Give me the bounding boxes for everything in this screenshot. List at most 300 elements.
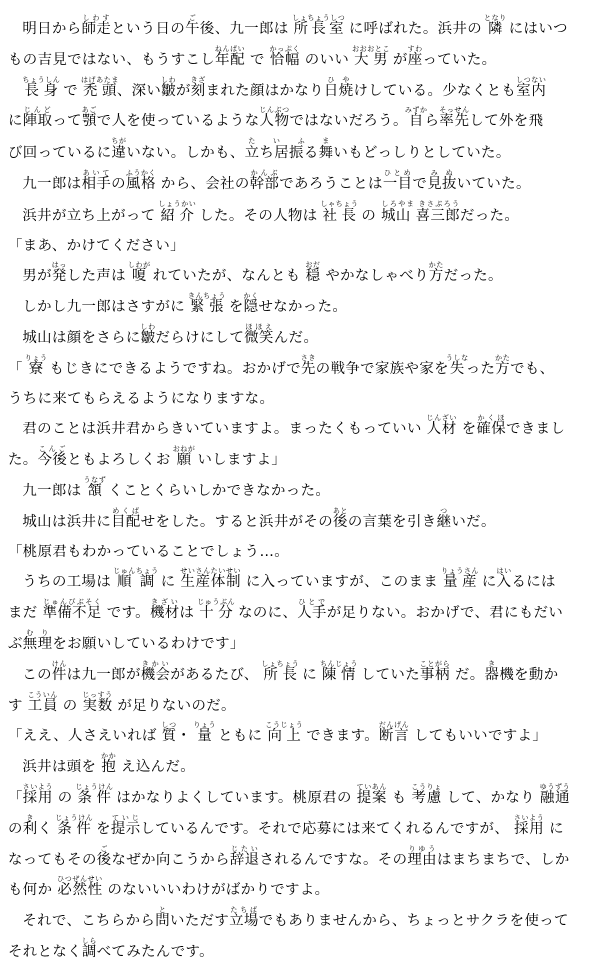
ruby-word: 陳情ちんじょう xyxy=(319,659,358,683)
text-line xyxy=(8,783,601,814)
text-run: 、深い xyxy=(116,82,162,99)
furigana: せいさんたいせい xyxy=(180,567,242,576)
text-run: にはいつ xyxy=(503,21,568,37)
furigana: おねが xyxy=(172,445,196,454)
ruby-word: 座すわ xyxy=(407,44,423,68)
ruby-word: 後あと xyxy=(332,506,349,530)
ruby-word: 相手あいて xyxy=(81,168,112,192)
ruby-word: 理由りゆう xyxy=(407,844,437,868)
text-line xyxy=(8,45,601,76)
text-run: す xyxy=(8,697,28,714)
text-run: ともよろしくお xyxy=(67,452,176,469)
text-run: 「桃原君もわかっていることでしょう…。 xyxy=(8,543,290,560)
furigana: じんど xyxy=(22,106,53,115)
furigana: りょう xyxy=(24,353,48,362)
text-run: して、かなり xyxy=(441,789,540,806)
text-run: があるたび、 xyxy=(170,666,264,683)
ruby-word: 採用さいよう xyxy=(22,782,53,806)
ruby-word: 失うしな xyxy=(445,353,469,377)
furigana: ご xyxy=(185,14,200,22)
furigana: となり xyxy=(483,14,507,22)
furigana: しつない xyxy=(516,75,547,84)
furigana: かか xyxy=(101,752,117,761)
ruby-word: 融通ゆうずう xyxy=(539,782,571,806)
text-line xyxy=(8,14,601,45)
furigana: みずか xyxy=(404,106,428,115)
text-run: の xyxy=(52,789,78,806)
furigana: おおおとこ xyxy=(352,44,391,53)
ruby-word: 方かた xyxy=(495,353,511,377)
text-run: が足りない。おかげで、君にもだい xyxy=(326,605,564,622)
ruby-word: 師走しわす xyxy=(81,14,112,37)
ruby-word: 所長しょちょう xyxy=(261,659,300,683)
text-run: を xyxy=(456,421,477,438)
furigana: あご xyxy=(81,106,97,115)
text-run: ら xyxy=(424,113,440,130)
furigana: けん xyxy=(51,659,67,668)
text-run: せをした。すると浜井がその xyxy=(140,513,334,530)
text-line xyxy=(8,106,601,137)
ruby-word: 微笑ほほえ xyxy=(244,322,274,346)
furigana: かくほ xyxy=(476,414,507,423)
text-run: なぜか向こうから xyxy=(111,851,230,868)
furigana: じたい xyxy=(229,844,260,853)
ruby-word: 利き xyxy=(22,813,38,837)
ruby-word: 量産りょうさん xyxy=(441,567,480,591)
ruby-word: 立場たちば xyxy=(229,906,259,930)
text-line xyxy=(8,845,601,876)
ruby-word: 十分じゅうぶん xyxy=(197,598,236,622)
text-run: しているんです。それで応募には来てくれるんですが、 xyxy=(140,820,515,837)
furigana: かんぶ xyxy=(249,168,280,177)
text-run: でも、 xyxy=(510,360,555,377)
text-run: の xyxy=(356,207,382,224)
text-run: 「まあ、かけてください」 xyxy=(8,237,185,254)
text-line xyxy=(8,906,601,937)
text-run: 「 xyxy=(8,789,23,806)
text-run: です。 xyxy=(101,605,150,622)
text-run: なってもその xyxy=(8,851,97,868)
ruby-word: 年配ねんぱい xyxy=(214,44,246,68)
furigana: つ xyxy=(436,506,452,515)
furigana: かっぷく xyxy=(269,44,301,53)
furigana: きんちょう xyxy=(187,292,226,301)
text-run: していた xyxy=(355,666,420,683)
ruby-word: 社長しゃちょう xyxy=(320,199,359,224)
furigana: しょちょう xyxy=(261,659,300,668)
text-run: ばれた。浜井の xyxy=(378,21,487,37)
text-run: に入っていますが、このまま xyxy=(240,574,444,591)
furigana: ちが xyxy=(111,137,127,146)
ruby-word: 発はっ xyxy=(51,261,67,285)
ruby-word: 断言だんげん xyxy=(378,721,410,745)
text-run: やかなしゃべり xyxy=(320,268,429,285)
text-line xyxy=(8,385,601,415)
ruby-word: 採用さいよう xyxy=(513,813,545,837)
furigana: こうじょう xyxy=(265,721,304,730)
text-run: ではないだろう。 xyxy=(289,113,408,130)
ruby-word: 違ちが xyxy=(111,137,127,162)
ruby-word: 抱かか xyxy=(101,752,117,776)
text-run: しかし九一郎はさすがに xyxy=(22,299,191,316)
furigana: そっせん xyxy=(439,106,470,115)
text-run: で xyxy=(58,82,84,99)
text-line xyxy=(8,200,601,232)
furigana: ひや xyxy=(323,75,354,84)
text-run: けしている。少なくとも xyxy=(353,82,517,99)
text-line xyxy=(8,598,601,629)
furigana: だんげん xyxy=(378,721,410,730)
text-run: で xyxy=(245,51,270,68)
text-run: ぶ xyxy=(8,635,23,652)
ruby-word: 人材じんざい xyxy=(426,414,457,438)
ruby-word: 城山 喜三郎しろやま きさぶろう xyxy=(381,199,461,224)
furigana: はっ xyxy=(51,261,67,270)
text-run: んだ。 xyxy=(273,329,319,346)
furigana: かた xyxy=(428,261,444,270)
text-run: べてみたんです。 xyxy=(96,943,214,960)
ruby-word: 隣となり xyxy=(483,14,507,37)
ruby-word: 今後こんご xyxy=(37,445,68,469)
ruby-word: 後ご xyxy=(96,844,112,868)
ruby-word: 所長室しょちょうしつ xyxy=(292,14,346,37)
ruby-word: 考慮こうりょ xyxy=(411,782,442,806)
furigana: ひとで xyxy=(297,598,327,607)
text-run: という日の xyxy=(111,21,186,37)
furigana: じっすう xyxy=(82,690,113,699)
ruby-word: 量りょう xyxy=(193,721,217,745)
text-run: 男が xyxy=(22,268,52,285)
text-run: の xyxy=(111,175,126,192)
ruby-word: 事柄ことがら xyxy=(419,659,451,683)
ruby-word: 寮りょう xyxy=(24,353,48,377)
text-run: できます。 xyxy=(301,728,380,745)
furigana: き xyxy=(484,659,500,668)
text-line xyxy=(8,721,601,752)
text-line xyxy=(8,629,601,660)
text-run: った xyxy=(465,360,496,377)
text-run: なのに、 xyxy=(233,605,298,622)
furigana: ほほえ xyxy=(244,322,274,331)
text-line xyxy=(8,875,601,906)
text-run: が足りないのだ。 xyxy=(112,697,236,714)
ruby-word: 率先そっせん xyxy=(439,106,470,130)
ruby-word: 刻きざ xyxy=(190,75,206,99)
text-run: もの吉見ではない、もうすこし xyxy=(8,51,216,68)
furigana: はい xyxy=(496,567,512,576)
furigana: しわ xyxy=(161,75,177,84)
furigana: じんざい xyxy=(426,414,457,423)
ruby-word: 提示ていじ xyxy=(110,813,141,837)
furigana: ふうかく xyxy=(125,168,157,177)
text-run: の言葉を引き xyxy=(347,513,437,530)
furigana: りょう xyxy=(193,721,217,730)
text-run: が xyxy=(176,82,191,99)
ruby-word: 先さき xyxy=(300,353,316,377)
ruby-word: 日焼ひや xyxy=(323,75,354,99)
furigana: うしな xyxy=(445,353,469,362)
text-run: うちに来てもらえるようになりますな。 xyxy=(8,390,275,407)
text-run: それで、こちらから xyxy=(22,913,156,930)
furigana: さいよう xyxy=(513,813,545,822)
ruby-word: 順調じゅんちょう xyxy=(113,567,159,591)
furigana: ご xyxy=(96,844,112,853)
text-run: でもありませんから、ちょっとサクラを使って xyxy=(258,913,569,930)
text-run: も何か xyxy=(8,882,58,899)
furigana: ちょうしん xyxy=(22,75,61,84)
furigana: たちば xyxy=(229,906,259,915)
text-line xyxy=(8,660,601,691)
text-run: び回っているに xyxy=(8,145,112,162)
furigana: りょうさん xyxy=(441,567,480,576)
text-line xyxy=(8,292,601,323)
ruby-word: 立ち居振る舞た い ふ ま xyxy=(244,137,334,162)
text-line xyxy=(8,476,601,507)
text-line xyxy=(8,323,601,354)
text-run: できまし xyxy=(506,421,566,438)
ruby-word: 長身ちょうしん xyxy=(22,75,61,99)
ruby-word: 必然性ひつぜんせい xyxy=(57,875,103,899)
text-line xyxy=(8,567,601,598)
text-line xyxy=(8,169,601,200)
ruby-word: 辞退じたい xyxy=(229,844,260,868)
ruby-word: 恰幅かっぷく xyxy=(269,44,301,68)
furigana: きざ xyxy=(190,75,206,84)
text-line xyxy=(8,414,601,445)
text-run: に xyxy=(297,666,323,683)
ruby-word: 大男おおおとこ xyxy=(352,44,391,68)
ruby-word: 皺しわ xyxy=(140,322,156,346)
furigana: かく xyxy=(243,292,259,301)
furigana: ちんじょう xyxy=(319,659,358,668)
ruby-word: 人手ひとで xyxy=(297,598,327,622)
text-run: が xyxy=(387,51,408,68)
ruby-word: 隠かく xyxy=(243,292,259,316)
text-line xyxy=(8,691,601,722)
text-run: した。その人物は xyxy=(194,207,323,224)
furigana: しわ xyxy=(140,322,156,331)
ruby-word: 向上こうじょう xyxy=(265,721,304,745)
furigana: じゅんちょう xyxy=(113,567,159,576)
furigana: すわ xyxy=(407,44,423,53)
text-run: だった。 xyxy=(460,207,520,224)
text-run: に xyxy=(544,820,564,837)
text-run: 浜井は頭を xyxy=(22,759,102,776)
furigana: た い ふ ま xyxy=(244,137,334,146)
text-run: この xyxy=(22,666,52,683)
furigana: うなず xyxy=(83,475,107,484)
ruby-word: 人物じんぶつ xyxy=(259,106,290,130)
ruby-word: 頷うなず xyxy=(83,475,107,499)
furigana: むり xyxy=(22,628,53,637)
furigana: じょうけん xyxy=(75,782,114,791)
ruby-word: 器き xyxy=(484,659,500,683)
ruby-word: 入はい xyxy=(496,567,512,591)
text-run: それとなく xyxy=(8,943,82,960)
ruby-word: 提案ていあん xyxy=(356,782,387,806)
furigana: かた xyxy=(495,353,511,362)
text-run: く xyxy=(37,820,58,837)
text-run: だらけにして xyxy=(155,329,245,346)
text-line xyxy=(8,76,601,107)
furigana: あいて xyxy=(81,168,112,177)
furigana: さいよう xyxy=(22,782,53,791)
text-run: た。 xyxy=(8,452,38,469)
text-run: から、会社の xyxy=(155,175,250,192)
furigana: ゆうずう xyxy=(539,782,571,791)
text-run: で xyxy=(412,175,428,192)
text-run: っていた。 xyxy=(422,51,497,68)
text-run: の xyxy=(57,697,83,714)
furigana: じんぶつ xyxy=(259,106,290,115)
furigana: ていあん xyxy=(356,782,387,791)
text-run: 九一郎は xyxy=(22,482,87,499)
ruby-word: 無理むり xyxy=(22,628,53,652)
text-line xyxy=(8,538,601,568)
text-run: まれた顔はかなり xyxy=(205,82,324,99)
ruby-word: 方かた xyxy=(428,261,444,285)
ruby-word: 条件じょうけん xyxy=(75,782,114,806)
text-run: 明日から xyxy=(22,21,82,37)
ruby-word: 目配めくば xyxy=(111,506,141,530)
text-run: るには xyxy=(511,574,556,591)
furigana: きざい xyxy=(149,598,180,607)
text-line xyxy=(8,814,601,845)
text-run: は九一郎が xyxy=(66,666,141,683)
ruby-word: 嗄しわが xyxy=(127,261,151,285)
ruby-word: 機会きかい xyxy=(140,659,171,683)
text-run: いない。しかも、 xyxy=(126,145,245,162)
text-run: いていた。 xyxy=(456,175,531,192)
furigana: しわす xyxy=(81,14,112,22)
ruby-word: 午ご xyxy=(185,14,200,37)
ruby-word: 願おねが xyxy=(172,445,196,469)
ruby-word: 穏おだ xyxy=(305,261,321,285)
text-run: してもいいですよ」 xyxy=(409,728,548,745)
ruby-word: 紹介しょうかい xyxy=(158,199,197,224)
text-run: だった。 xyxy=(443,268,503,285)
text-run: も xyxy=(386,789,412,806)
text-run: はかなりよくしています。桃原君の xyxy=(111,789,357,806)
ruby-word: 準備不足じゅんびぶそく xyxy=(42,598,102,622)
text-run: した声は xyxy=(66,268,131,285)
furigana: りゆう xyxy=(407,844,437,853)
furigana: めくば xyxy=(111,506,141,515)
text-run: ・ xyxy=(176,728,197,745)
text-run: に xyxy=(155,574,181,591)
text-run: もじきにできるようですね。おかげで xyxy=(44,360,301,377)
ruby-word: 件けん xyxy=(51,659,67,683)
ruby-word: 生産体制せいさんたいせい xyxy=(180,567,242,591)
ruby-word: 見抜みぬ xyxy=(427,168,457,192)
text-line xyxy=(8,354,601,385)
furigana: じゅんびぶそく xyxy=(42,598,102,607)
text-run: に呼 xyxy=(343,21,379,37)
text-run: くことくらいしかできなかった。 xyxy=(103,482,331,499)
text-run: されるんですな。その xyxy=(259,851,408,868)
ruby-word: 皺しわ xyxy=(161,75,177,99)
text-line xyxy=(8,937,601,968)
text-run: いただす xyxy=(170,913,230,930)
furigana: みぬ xyxy=(427,168,457,177)
text-run: の戦争で家族や家を xyxy=(315,360,449,377)
text-run: だ。 xyxy=(449,666,485,683)
text-run: を xyxy=(223,299,244,316)
text-run: のないいいわけがばかりですよ。 xyxy=(102,882,330,899)
furigana: しら xyxy=(81,936,97,945)
furigana: き xyxy=(22,813,38,822)
text-run: いもどっしりとしていた。 xyxy=(333,145,511,162)
text-run: せなかった。 xyxy=(258,299,348,316)
text-run: 九一郎は xyxy=(22,175,82,192)
furigana: おだ xyxy=(305,261,321,270)
text-run: に xyxy=(476,574,497,591)
text-run: ともに xyxy=(213,728,268,745)
ruby-word: 機材きざい xyxy=(149,598,180,622)
ruby-word: 室内しつない xyxy=(516,75,547,99)
furigana: ひつぜんせい xyxy=(57,875,103,884)
text-line xyxy=(8,752,601,783)
furigana: こうりょ xyxy=(411,782,442,791)
furigana: あと xyxy=(332,506,349,515)
text-run: のいい xyxy=(299,51,355,68)
text-run: 君のことは浜井君からきいていますよ。まったくもっていい xyxy=(22,421,427,438)
text-line xyxy=(8,232,601,262)
ruby-word: 調しら xyxy=(81,936,97,960)
furigana: きかい xyxy=(140,659,171,668)
ruby-word: 質しつ xyxy=(161,721,177,745)
ruby-word: 工員こういん xyxy=(27,690,58,714)
text-run: に xyxy=(8,113,23,130)
text-run: をお願いしているわけです」 xyxy=(52,635,245,652)
furigana: しょうかい xyxy=(158,199,197,208)
text-run: まだ xyxy=(8,605,43,622)
ruby-word: 自みずか xyxy=(404,106,428,130)
text-run: であろうことは xyxy=(279,175,383,192)
ruby-word: 緊張きんちょう xyxy=(187,292,226,316)
text-line xyxy=(8,507,601,538)
text-run: を xyxy=(91,820,111,837)
text-run: 「ええ、人さえいれば xyxy=(8,728,162,745)
text-line xyxy=(8,261,601,292)
text-run: って xyxy=(52,113,82,130)
furigana: しつ xyxy=(161,721,177,730)
ruby-word: 継つ xyxy=(436,506,452,530)
text-run: うちの工場は xyxy=(22,574,117,591)
furigana: しろやま きさぶろう xyxy=(381,199,461,208)
furigana: しわが xyxy=(127,261,151,270)
text-run: は xyxy=(179,605,200,622)
text-run: して外を飛 xyxy=(469,113,544,130)
text-run: いだ。 xyxy=(451,513,496,530)
ruby-word: 確保かくほ xyxy=(476,414,507,438)
furigana: しゃちょう xyxy=(320,199,359,208)
text-run: で人を使っているような xyxy=(96,113,260,130)
text-run: 浜井が立ち上がって xyxy=(22,207,161,224)
ruby-word: 条件じょうけん xyxy=(55,813,94,837)
furigana: こういん xyxy=(27,690,58,699)
text-run: の xyxy=(8,820,23,837)
furigana: じょうけん xyxy=(55,813,94,822)
text-run: れていたが、なんとも xyxy=(147,268,306,285)
furigana: ねんぱい xyxy=(214,44,246,53)
furigana: と xyxy=(155,906,171,915)
ruby-word: 問と xyxy=(155,906,171,930)
text-run: 「 xyxy=(8,360,28,377)
text-run: 城山は浜井に xyxy=(22,513,112,530)
ruby-word: 一目ひとめ xyxy=(382,168,413,192)
text-run: はまちまちで、しか xyxy=(436,851,570,868)
